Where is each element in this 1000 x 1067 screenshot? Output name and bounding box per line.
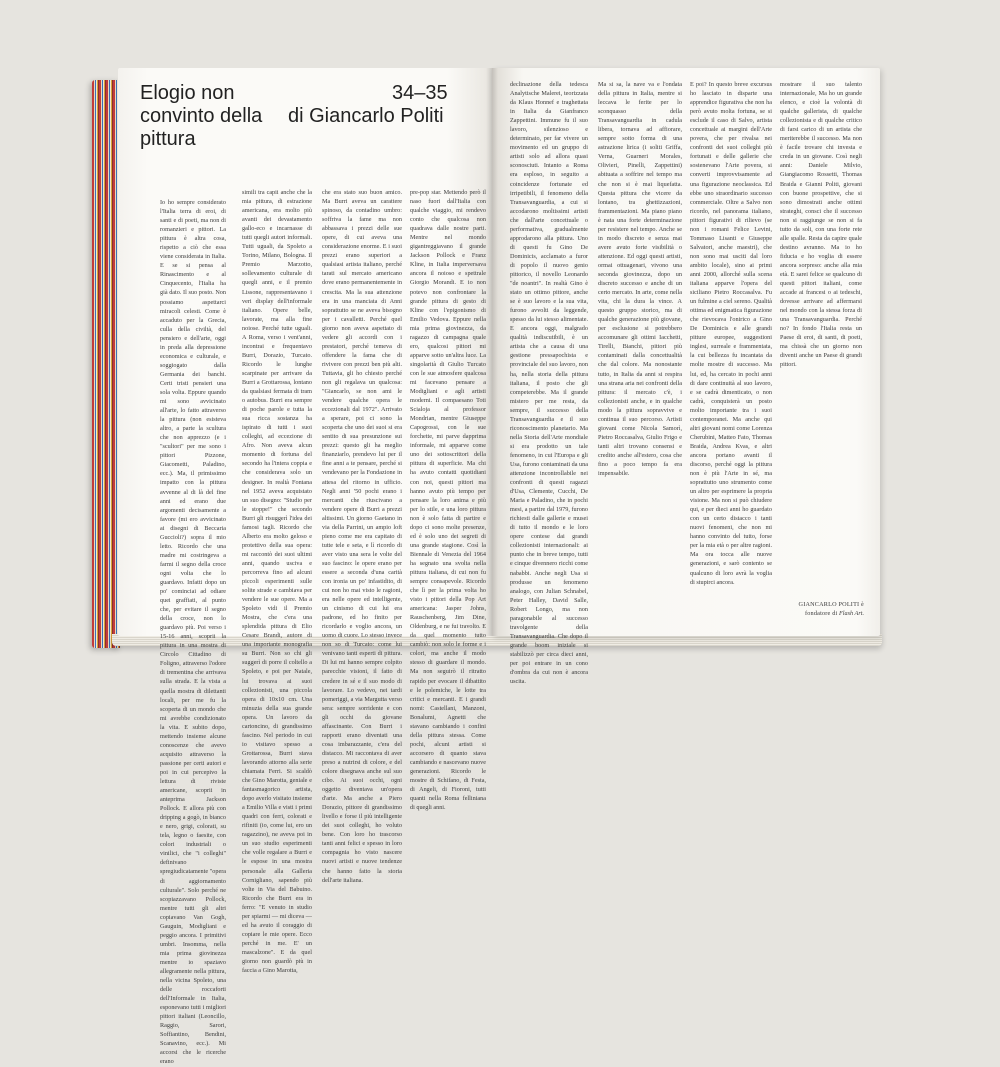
text-column — [690, 80, 772, 620]
paragraph: simili tra capii anche che la mia pittura, di estrazione americana, era molto più avanti dei devastamento gallo-eco e incarnasse di tutti quegli autori informali. Tutti uguali, da Spoleto a Torino, Milano, Bologna. Il Premio Marzotto, sollevamento culturale di quegli anni, e il premio Lissone, rappresentavano i veri display dell'informale italiano. Opere belle, lavorate, ma alla fine noiose. Perché tutte uguali. A Roma, verso i vent'anni, incontrai e frequentavo Burri, Dorazio, Turcato. Ricordo le lunghe scarpinate per arrivare da Burri a Grottarossa, lontano da qualsiasi fermata di tram o autobus. Burri era sempre di poche parole e tutta la sua ricca sostanza ha ispirato di tutti i suoi colleghi, ad eccezione di Afro. Non aveva alcun momento di fortuna del secondo ha l'intera coppia e che considerava solo un designer. In realtà Fontana nel 1952 aveva acquistato un suo disegno: "Studio per le stoppe!" che secondo Burri gli risuggerì l'idea dei famosi tagli. Ricordo che Alberto era molto geloso e protettivo della sua opera: mi raccontò dei suoi ultimi anni, quando usciva e percorreva fino ad alcuni piccoli esperimenti sulle solite strade e cambiava per vendere le sue opere. Ma a Spoleto vidi il Premio Mostra, che c'era una splendida pittura di Elio Cesare Brandi, autore di una importante monografia su Burri. Non so chi gli suggerì di porre il coltello a Spoleto, e poi per Natale, lui trovava ai suoi collezionisti, una piccola opera di 10x10 cm. Una minuzia della sua grande opera. Un lavoro da cartoncino, di grandissimo fascino. Nel periodo in cui io visitavo spesso a Grottarossa, Burri stava lavorando attorno alla serie chiamata Ferri. Si scaldò che Gino Marotta, geniale e fantasmagorico artista, dopo averlo visitato insieme a Emilio Villa e visti i primi quadri con ferri, colorati e rifiniti (io, come lui, ero un ragazzino), ne aveva poi in un suo studio esperimenti che volle regalare a Burri e le espose in una mostra personale alla Galleria Cornigliano, sapendo più volte in Via del Babuino. Ricordo che Burri era in ferro: "E venuto in studio per spiarmi — mi diceva — ed ha avuto il coraggio di copiare le mie opere. Ecco perché in me. E' un mascalzone". E da quel giorno non guardò più in faccia a Gino Marotta, — [242, 189, 312, 975]
text-column — [242, 188, 312, 975]
author-signature — [782, 600, 864, 618]
paragraph: Ma si sa, la nave va e l'ondata della pittura in Italia, mentre si leccava le ferite per lo sconquasso della Transavanguardia in cadula libera, tornava ad affiorare, sempre sotto forma di una astrazione lirica (i soliti Griffa, Verna, Guarneri Morales, Olivieri, Pinelli, Zappettini) abituata a soffrire nel tempo ma che non si è mai liquefatta. Questa pittura che vicere da lontano, tra ghettizzazioni, frammentazioni. Ma piano piano è nata una forte determinazione per resistere nel tempo. Anche se in modo discreto e senza mai avere avuto forte visibilità o attenzione. Ed oggi questi artisti, ormai ottuagenari, vivono una seconda giovinezza, dopo un discreto successo e anche di un certo mercato. In arte, come nella vita, chi la dura la vince. A questo gruppo storico, ma di qualche generazione più giovane, per esclusione si potrebbero accomunare gli ottimi Iacchetti, Tirelli, Bianchi, pittori più contaminati dalla concettualità che dal colore. Ma nonostante tutto, in Italia da anni si respira una strana aria nei confronti della pittura: il mercato c'è, i collezionisti anche, e in qualche modo la pittura sopravvive e continua il suo percorso. Artisti giovani come Nicola Samorì, Pietro Roccasalva, Giulio Frigo e tanti altri trovano consensi e credito anche all'estero, cosa che fino a poco tempo fa era impensabile. — [598, 81, 682, 478]
article-title-line: convinto della — [140, 105, 263, 127]
text-column — [780, 80, 862, 600]
text-column — [510, 80, 588, 686]
paragraph: mostrare il suo talento internazionale, Ma ho un grande elenco, e cioè la volontà di qualche gallerista, di qualche collezionista e di qualche critico di farsi carico di un artista che meriterebbe il successo. Ma non è facile trovare chi investa e creda in un giovane. Così negli anni: Daniele Milvio, Giangiacomo Rossetti, Thomas Braida e Gianni Politi, giovani con buone prospettive, che si sono dimostrati anche ottimi strateghi, consci che il successo non si raggiunge se non si fa tutto da soli, con una forte rete alle spalle. Resta da capire quale destino avranno. Ma io ho fiducia e ho voglia di essere ancora sorpreso: anche alla mia età. E sarei felice se qualcuno di questi pittori italiani, come accade ai francesi o ai tedeschi, dovesse arrivare ad affermarsi nel mondo con la stessa forza di una Transavanguardia. Perché no? In fondo l'Italia resta un Paese di eroi, di santi, di poeti, ma chissà che un giorno non diventi anche un Paese di grandi pittori. — [780, 81, 862, 369]
signature-name: GIANCARLO POLITI è fondatore di — [798, 601, 864, 617]
text-column — [160, 198, 226, 1066]
page-range: 34–35 — [392, 82, 448, 104]
text-column — [322, 188, 402, 884]
stacked-page-edges — [92, 80, 120, 648]
article-title-line: pittura — [140, 128, 196, 150]
paragraph: E poi? In questo breve excursus ho lasciato in disparte una apprendice figurativa che non ha però avuto molta fortuna, se si esclude il caso di Salvo, artista concettuale ai margini dell'Arte povera, che per rivalsa nei confronti dei suoi colleghi più fortunati e delle gallerie che sostenevano l'Arte povera, si converti improvvisamente ad una figurazione neoclassica. Ed ebbe uno straordinario successo commerciale. Oltre a Salvo non ricordo, nel panorama italiano, pittori figurativi di rilievo (se non i romani Felice Levini, Tommaso Lisanti e Giuseppe Salvatori, anche maestri), che non sono mai usciti dal loro ambito locale), sino ai primi anni 2000, allorché sulla scena italiana apparve l'opera del siciliano Pietro Roccasalva. Fu un fulmine a ciel sereno. Qualità ottima ed enigmatica figurazione che rievocava l'onirico a Gino De Dominicis e alle grandi pitture europee, suggestioni inglesi, surreale e frammentata, la cui bellezza fu incantata da molte mostre di successo. Ma lui, ed, ha cercato in pochi anni di dare continuità al suo lavoro, e se cadrà dimenticato, o non cadrà, conquisterà un posto molto importante tra i suoi contemporanei. Ma anche qui altri giovani nomi come Lorenza Cherubini, Matteo Fato, Thomas Braida, Andrea Kvas, e altri ancora portano avanti il discorso, perché oggi la pittura non è più l'Arte in sé, ma soprattutto uno strumento come un altro per esprimere la propria visione. Ma non si può chiudere qui, e per dieci anni ho guardato con un certo distacco i tanti nuovi fenomeni, che non mi hanno convinto del tutto, forse per la mia età o per altre ragioni. Ma ora tocca alle nuove generazioni, e sarò contento se qualcuno di loro avrà la voglia di stupirci ancora. — [690, 81, 772, 586]
paragraph: declinazione della tedesca Analytische Malerei, teorizzata da Klaus Honnef e traghettata in Italia da Gianfranco Zappettini. Immune fu il suo lavoro, silenzioso e determinato, per far vivere un movimento ed un gruppo di artisti solo ad allora quasi sconosciuti. Intanto a Roma era esploso, in seguito a coincidenze fortunate ed irripetibili, il fenomeno della Transavanguardia, a cui si accodarono moltissimi artisti che dall'arte concettuale o performativa, gradualmente approdarono alla pittura. Uno di questi fu Gino De Dominicis, acclamato a furor di popolo il nuovo genio pittorico, il novello Leonardo "de noantri". In realtà Gino è stato un ottimo pittore, anche se è suo lavoro e la sua vita, furono avvolti da leggende, spesso da lui stesso alimentate. E ancora oggi, malgrado qualità indiscutibili, è un artista che a causa di una gestione pressapochista e provinciale del suo lavoro, non ha, nella storia della pittura italiana, il posto che gli competerebbe. Ma il grande mistero per me resta, da sempre, il successo della Transavanguardia e il suo riconoscimento planetario. Ma nella Storia dell'Arte mondiale si era prodotto un tale fenomeno, in cui l'Europa e gli Usa, furono contaminati da una attenzione incontrollabile nei confronti di questi ragazzi d'Usa, Clemente, Cucchi, De Maria e Paladino, che in pochi mesi, a partire dal 1979, furono richiesti dalle gallerie e musei di tutto il mondo e le loro opere contese dai grandi collezionisti internazionali: ai punto che in breve tempo, tutti e cinque divennero ricchi come nababbi. Anche negli Usa si produsse un fenomeno analogo, con Julian Schnabel, Peter Halley, David Salle, Robert Longo, ma non paragonabile al successo travolgente della Transavanguardia. Che dopo il grande boom iniziale si stabilizzò per circa dieci anni, per poi entrare in un cono d'ombra da cui non è ancora uscita. — [510, 81, 588, 686]
article-title-line: Elogio non — [140, 82, 235, 104]
signature-magazine: Flash Art. — [839, 610, 864, 617]
text-column — [410, 188, 486, 812]
paragraph: Io ho sempre considerato l'Italia terra di eroi, di santi e di poeti, ma non di romanzieri e pittori. La pittura è altra cosa, rispetto a ciò che essa viene considerata in Italia. E se si pensa al Rinascimento e al Cinquecento, l'Italia ha già dato. Il suo posto. Non possiamo aspettarci miracoli celesti. Come è accaduto per la Grecia, culla della civiltà, del pensiero e dell'arte, oggi in preda alla depressione economica e culturale, e soggiogato dalla Germania dei banchi. Certi tristi pensieri una sola volta. Eppure quando mi sono avvicinato all'arte, lo fatto attraverso la pittura (non esisteva altro, a parte la scultura che non apprezzo (e i "scultori" per me sono i pittori Pizzone, Giacometti, Paladino, ecc.). Ma, il primissimo impatto con la pittura avvenne al di là del fine anni ed erano due argomenti decisamente a favore (mi ero avvicinato ai disegni di Beccaria Guccioli?) sopra il mio letto. Ricordo che una madre mi costringeva a farmi il segno della croce ogni volta che lo guardavo. Infatti dopo un po' cominciai ad odiare quei graffiati, al punto che, per evitare il segno della croce, non lo guardavo più. Poi verso i 15-16 anni, scoprii la pittura in una mostra di Circolo Cittadino di Foligno, attraverso l'odore di trementina che arrivava sulla strada. E la vista a quella mostra di dilettanti locali, per me fu la scoperta di un mondo che mi avrebbe condizionato la vita. E subito dopo, mettendo insieme alcune conoscenze che avevo acquisito attraverso la passione per certi autori e poi in cui percepivo la lettura di riviste americane, scoprii in anteprima Jackson Pollock. E allora più con dripping a gogò, in bianco e nero, grigi, colorati, su tela, legno o faesite, con colori industriali o vinilici, che "i colleghi" definivano spregiudicatamente "opera di aggiornamento culturale". Solo perché ne scopiazzavano Pollock, mentre tutti gli altri copiavano Van Gogh, Gauguin, Modigliani e peggio ancora. I primitivi umbri. Insomma, nella mia prima giovinezza mentre io spaziavo allegramente nella pittura, nella vicina Spoleto, una delle roccaforti dell'Informale in Italia, esponevano tutti i migliori pittori italiani (Leoncillo, Raggio, Sarori, Soffiantino, Bendini, Scanavino, ecc.). Mi accorsi che le ricerche erano — [160, 199, 226, 1066]
paragraph: che era stato suo buon amico. Ma Burri aveva un carattere spinoso, da contadino umbro: soffriva la fame ma non abbassava i prezzi delle sue opere, di cui aveva una considerazione enorme. E i suoi prezzi erano superiori a qualsiasi artista italiano, perché tarati sul mercato americano dove erano permanentemente in crescita. Ma la sua attenzione era in una manciata di Anni soprattutto se ne aveva bisogno per i cavalletti. Perché quel giorno non aveva aspettato di vedere gli accordi con i prestatori, perché temeva di offendere la fama che di rivivere con prezzi ben più alti. Tuttavia, gli ho chiesto perché non gli regalava un qualcosa: "Giancarlo, se non ami le vendere qualche opera le eccezionali dal 1972". Arrivato a sperare, poi ci sono la scoperta che uno dei suoi si era sentito di sua presunzione sui prezzi: questo gli ha meglio finanziarlo, prendevo lui per il fine anni a te pensare, perché si vendevano per la Fondazione in attesa del ritorno in ufficio. Negli anni '50 pochi erano i mercanti che riuscivano a vendere opere di Burri a prezzi altissimi. Un giorno Gaetano in via della Parrini, un ampio loft pieno come me era capitato di tutte tele e seta, e lì ricordo di aver visto una sera le volte del suo fascino: le opere erano per essere a seconda d'una carità con ironia un po' infastidito, di cui non ho mai visto le ragioni, era nelle opere ed intelligente, un cinismo di cui lui era padrone, ed ho finito per ricordarlo e voglio ancora, un uomo di cuore. Lo stesso invece non so di Turcato: come lui venivano tanti esperti di pittura. Di lui mi hanno sempre colpito parecchie visioni, il fatto di credere in sé e il suo modo di lavorare. Lo vedevo, nei tardi pomeriggi, a via Margutta verso sera: sempre sorridente e con gli occhi da giovane affascinante. Con Burri i rapporti erano diventati una cosa imbarazzante, c'era del distacco. Mi raccontava di aver preso a nutrirsi di colore, e del colore disegnava anche sul suo cibo. Ai suoi occhi, ogni oggetto diventava un'opera d'arte. Ma anche a Piero Dorazio, pittore di grandissimo livello e forse il più intelligente dei suoi colleghi, ho voluto bene. Con loro ho trascorso tanti anni felici e spesso in loro compagnia ho visto nascere nuovi artisti e nuove tendenze che hanno fatto la storia dell'arte italiana. — [322, 189, 402, 884]
article-author: di Giancarlo Politi — [288, 105, 444, 127]
paragraph: pre-pop star. Mettendo però il naso fuori dall'Italia con qualche viaggio, mi rendevo conto che qualcosa non quadrava dalle nostre parti. Mentre nel mondo gigantreggiavano il grande Jackson Pollock e Franz Kline, in Italia imperversava ancora il noioso e spettrale Giorgio Morandi. E io non potevo non confrontare la grande pittura di gesto di Kline con l'epigonismo di Emilio Vedova. Eppure nella mia prima giovinezza, da ragazzo di campagna quale ero, qualcosi pittori mi apparve sotto un'altra luce. La singolarità di Giulio Turcato con le sue atmosfere qualcosa mi facevano pensare a Modigliani e agli artisti moderni. Il compaesano Toti Scialoja al professor Mondrian, mentre Giuseppe Capogrossi, con le sue forchette, mi parve dapprima informale, mi apparve come uno dei sottoscrittori della pittura di superficie. Ma chi ha avuto contatti quotidiani con noi, questi pittori ma hanno avuto più tempo per pensare la loro anima e più per lo stile, e una loro pittura non è solo fatta di partire e dopo ci sono molte presenze, ed è solo uno dei segreti di una grande stagione. Così la Biennale di Venezia del 1964 ha segnato una svolta nella pittura italiana, di cui non fu sempre consapevole. Ricordo che lì per la prima volta ho visto i pittori della Pop Art americana: Jasper Johns, Rauschenberg, Jim Dine, Oldenburg, e ne fui travolto. E da quel momento tutto cambiò: non solo le forme e i colori, ma anche il modo stesso di guardare il mondo. Ma non seguirò il ritratto rapido per evocare il dibattito e le polemiche, le lotte tra critici e mercanti. E i grandi nomi: Castellani, Manzoni, Bonalumi, Agnetti che stavano cambiando i confini della pittura stessa. Come pochi, alcuni artisti si accorsero di quanto stava cambiando e nascevano nuove generazioni. Ricordo le mostre di Schifano, di Festa, di Angeli, di Fioroni, tutti quanti nella Roma felliniana di quegli anni. — [410, 189, 486, 812]
page-gutter — [486, 68, 498, 636]
text-column — [598, 80, 682, 620]
article-title — [140, 82, 300, 151]
